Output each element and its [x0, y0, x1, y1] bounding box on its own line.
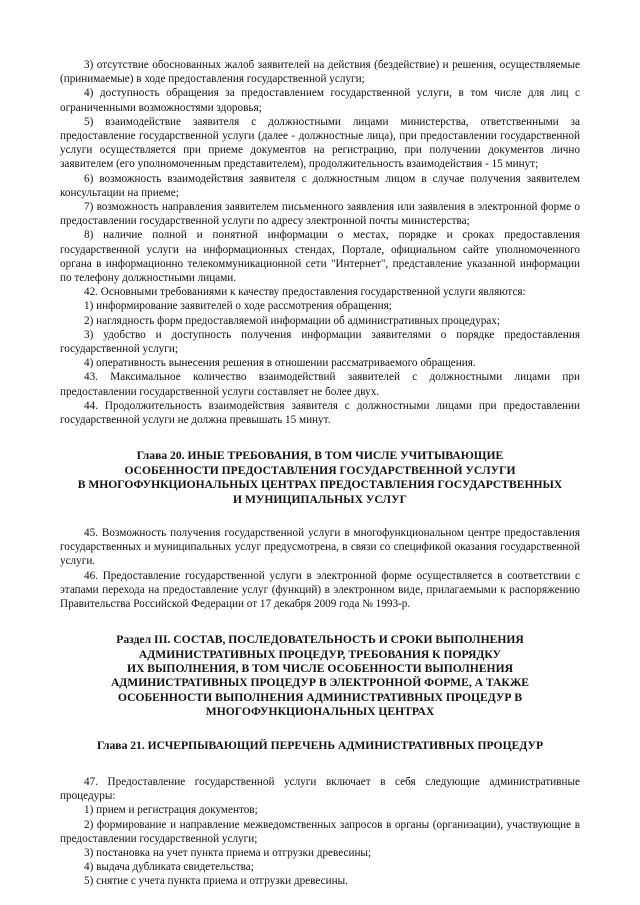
section-3-heading [60, 633, 580, 719]
paragraph: 43. Максимальное количество взаимодействий заявителей с должностными лицами при предоставлении государственной услуги составляет не более двух. [60, 371, 580, 398]
chapter-21-heading [60, 739, 580, 753]
paragraph: 7) возможность направления заявителем письменного заявления или заявления в электронной форме о предоставлении государственной услуги по адресу электронной почты министерства; [60, 201, 580, 228]
heading-line: Раздел III. СОСТАВ, ПОСЛЕДОВАТЕЛЬНОСТЬ И СРОКИ ВЫПОЛНЕНИЯ [116, 633, 524, 647]
paragraph: 1) информирование заявителей о ходе рассмотрения обращения; [84, 300, 392, 313]
body-section-top [60, 58, 580, 427]
paragraph: 4) доступность обращения за предоставлением государственной услуги, в том числе для лиц с ограниченными возможностями здоровья; [60, 87, 580, 114]
heading-line: АДМИНИСТРАТИВНЫХ ПРОЦЕДУР В ЭЛЕКТРОННОЙ ФОРМЕ, А ТАКЖЕ [110, 676, 530, 690]
heading-line: МНОГОФУНКЦИОНАЛЬНЫХ ЦЕНТРАХ [205, 705, 435, 719]
paragraph: 4) оперативность вынесения решения в отношении рассматриваемого обращения. [84, 357, 476, 370]
paragraph: 6) возможность взаимодействия заявителя с должностным лицом в случае получения заявителем консультации на приеме; [60, 172, 580, 199]
paragraph: 44. Продолжительность взаимодействия заявителя с должностными лицами при предоставлении государственной услуги не должна превышать 15 минут. [60, 399, 580, 427]
heading-line: Глава 21. ИСЧЕРПЫВАЮЩИЙ ПЕРЕЧЕНЬ АДМИНИСТРАТИВНЫХ ПРОЦЕДУР [96, 738, 544, 752]
heading-line: ИХ ВЫПОЛНЕНИЯ, В ТОМ ЧИСЛЕ ОСОБЕННОСТИ ВЫПОЛНЕНИЯ [127, 661, 513, 675]
list-item: 4) выдача дубликата свидетельства; [84, 861, 254, 874]
paragraph: 47. Предоставление государственной услуги включает в себя следующие административные процедуры: [60, 775, 580, 803]
heading-line: В МНОГОФУНКЦИОНАЛЬНЫХ ЦЕНТРАХ ПРЕДОСТАВЛЕНИЯ ГОСУДАРСТВЕННЫХ [77, 478, 563, 492]
paragraph: 45. Возможность получения государственной услуги в многофункциональном центре предоставления государственных и муниципальных услуг предусмотрена, в связи со спецификой оказания государственной услуги. [60, 526, 580, 568]
paragraph: 3) удобство и доступность получения информации заявителями о порядке предоставления государственной услуги; [60, 328, 580, 356]
heading-line: ОСОБЕННОСТИ ВЫПОЛНЕНИЯ АДМИНИСТРАТИВНЫХ ПРОЦЕДУР В [117, 690, 523, 704]
chapter-21-body [60, 775, 580, 889]
paragraph: 2) наглядность форм предоставляемой информации об административных процедурах; [84, 314, 501, 327]
chapter-20-heading [60, 449, 580, 507]
list-item: 5) снятие с учета пункта приема и отгрузки древесины. [84, 875, 348, 888]
paragraph: 8) наличие полной и понятной информации о местах, порядке и сроках предоставления государственной услуги на информационных стендах, Портале, официальном сайте уполномоченного органа в информационно телекоммуникационной сети "Интернет", представление указанной информации по телефону должностными лицами. [60, 229, 580, 285]
heading-line: Глава 20. ИНЫЕ ТРЕБОВАНИЯ, В ТОМ ЧИСЛЕ УЧИТЫВАЮЩИЕ [136, 449, 504, 463]
paragraph: 46. Предоставление государственной услуги в электронной форме осуществляется в соответствии с этапами перехода на предоставление услуг (функций) в электронном виде, прилагаемыми к распоряжению Правительства Российской Федерации от 17 декабря 2009 года № 1993-р. [60, 569, 580, 610]
paragraph: 3) отсутствие обоснованных жалоб заявителей на действия (бездействие) и решения, осуществляемые (принимаемые) в ходе предоставления государственной услуги; [60, 59, 580, 86]
heading-line: ОСОБЕННОСТИ ПРЕДОСТАВЛЕНИЯ ГОСУДАРСТВЕННОЙ УСЛУГИ [124, 463, 516, 477]
heading-line: И МУНИЦИПАЛЬНЫХ УСЛУГ [233, 492, 407, 506]
list-item: 1) прием и регистрация документов; [84, 804, 258, 817]
list-item: 2) формирование и направление межведомственных запросов в органы (организации), участвующие в предоставлении государственной услуги; [60, 818, 580, 845]
heading-line: АДМИНИСТРАТИВНЫХ ПРОЦЕДУР, ТРЕБОВАНИЯ К ПОРЯДКУ [138, 647, 502, 661]
chapter-20-body [60, 526, 580, 611]
paragraph: 42. Основными требованиями к качеству предоставления государственной услуги являются: [84, 286, 526, 299]
list-item: 3) постановка на учет пункта приема и отгрузки древесины; [84, 846, 372, 859]
paragraph: 5) взаимодействие заявителя с должностными лицами министерства, ответственными за предоставление государственной услуги (далее - должностные лица), при предоставлении государственной услуги осуществляется при приеме документов на регистрацию, при получении документов лично заявителем (его уполномоченным представителем), продолжительность взаимодействия - 15 минут; [60, 115, 580, 171]
